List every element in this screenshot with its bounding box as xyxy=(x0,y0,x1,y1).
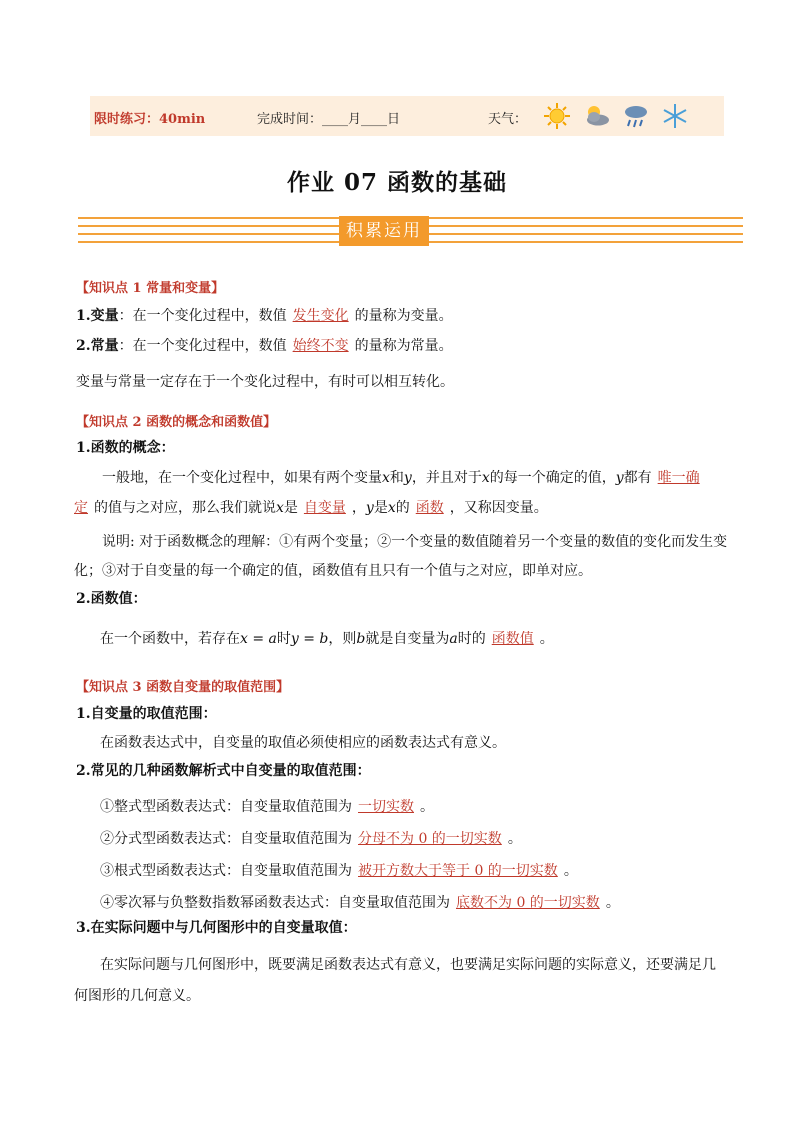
k3-s1: 在函数表达式中，自变量的取值必须使相应的函数表达式有意义。 xyxy=(100,735,506,751)
answer-blank: 始终不变 xyxy=(292,338,349,354)
k1-line2: 2.常量：在一个变化过程中，数值 始终不变 的量称为常量。 xyxy=(76,338,453,354)
k2-para1: 一般地，在一个变化过程中，如果有两个变量x和y，并且对于x的每一个确定的值，y都有 唯一确 xyxy=(102,468,706,488)
answer-blank: 发生变化 xyxy=(292,308,349,324)
k3-item: ④零次幂与负整数指数幂函数表达式：自变量取值范围为 底数不为 0 的一切实数 。 xyxy=(100,895,620,911)
answer-blank: 自变量 xyxy=(303,500,346,516)
answer-blank: 函数值 xyxy=(491,631,534,647)
answer-blank: 定 xyxy=(74,500,88,516)
answer-blank: 底数不为 0 的一切实数 xyxy=(456,895,600,911)
k2-heading: 【知识点 2 函数的概念和函数值】 xyxy=(76,415,277,430)
answer-blank: 函数 xyxy=(415,500,444,516)
rain-icon xyxy=(622,102,650,130)
k1-line1: 1.变量：在一个变化过程中，数值 发生变化 的量称为变量。 xyxy=(76,308,453,324)
finish-time: 完成时间：____月____日 xyxy=(257,112,401,127)
k2-sub1: 1.函数的概念： xyxy=(76,440,175,456)
weather-label: 天气： xyxy=(488,112,528,127)
answer-blank: 被开方数大于等于 0 的一切实数 xyxy=(358,863,558,879)
answer-blank: 分母不为 0 的一切实数 xyxy=(358,831,502,847)
answer-blank: 唯一确 xyxy=(657,470,700,486)
page-title: 作业 07 函数的基础 xyxy=(286,169,508,196)
k2-note2: 化；③对于自变量的每一个确定的值，函数值有且只有一个值与之对应，即单对应。 xyxy=(74,563,592,579)
answer-blank: 一切实数 xyxy=(358,799,414,815)
time-limit: 限时练习：40min xyxy=(94,112,206,127)
k3-s3a: 在实际问题与几何图形中，既要满足函数表达式有意义，也要满足实际问题的实际意义，还要满足几 xyxy=(100,957,716,973)
k2-para1-cont: 定 的值与之对应，那么我们就说x是 自变量 ，y是x的 函数 ，又称因变量。 xyxy=(74,500,548,516)
k1-line3: 变量与常量一定存在于一个变化过程中，有时可以相互转化。 xyxy=(76,374,454,390)
sun-icon xyxy=(543,102,571,130)
k2-note1: 说明: 对于函数概念的理解：①有两个变量；②一个变量的数值随着另一个变量的数值的变化而发生变 xyxy=(102,534,728,550)
k2-sub2: 2.函数值： xyxy=(76,591,147,607)
k2-function-value: 在一个函数中，若存在x = a时y = b，则b就是自变量为a时的 函数值 。 xyxy=(100,631,554,647)
k3-heading: 【知识点 3 函数自变量的取值范围】 xyxy=(76,680,290,695)
info-banner xyxy=(90,96,724,136)
k3-sub2: 2.常见的几种函数解析式中自变量的取值范围： xyxy=(76,763,371,779)
snowflake-icon xyxy=(661,102,689,130)
k3-sub3: 3.在实际问题中与几何图形中的自变量取值： xyxy=(76,920,357,936)
section-tag: 积累运用 xyxy=(339,216,429,246)
k3-sub1: 1.自变量的取值范围： xyxy=(76,706,217,722)
k3-item: ②分式型函数表达式：自变量取值范围为 分母不为 0 的一切实数 。 xyxy=(100,831,522,847)
k3-s3b: 何图形的几何意义。 xyxy=(74,988,200,1004)
k3-item: ①整式型函数表达式：自变量取值范围为 一切实数 。 xyxy=(100,799,434,815)
k3-item: ③根式型函数表达式：自变量取值范围为 被开方数大于等于 0 的一切实数 。 xyxy=(100,863,578,879)
k1-heading: 【知识点 1 常量和变量】 xyxy=(76,281,225,296)
partly-cloudy-icon xyxy=(582,102,610,130)
